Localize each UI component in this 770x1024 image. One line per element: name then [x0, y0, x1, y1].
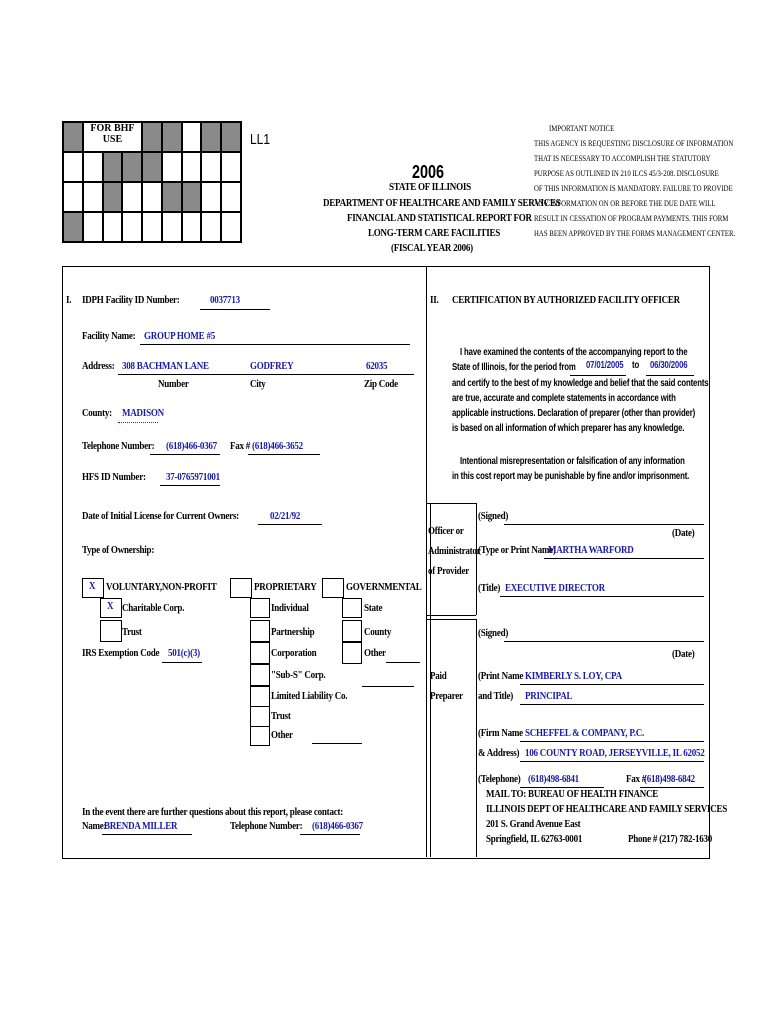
mail-to-line: ILLINOIS DEPT OF HEALTHCARE AND FAMILY SERVICES — [486, 803, 728, 815]
field-underline — [118, 374, 414, 375]
grid-cell — [103, 182, 123, 212]
cert-text: and certify to the best of my knowledge and belief that the said contents — [452, 378, 709, 389]
preparer-title-value[interactable]: PRINCIPAL — [525, 690, 573, 702]
field-underline — [160, 485, 220, 486]
period-to-value[interactable]: 06/30/2006 — [650, 360, 688, 371]
firm-address-label: & Address) — [478, 747, 520, 759]
county-option-checkbox[interactable] — [342, 620, 362, 642]
bhf-use-grid — [62, 121, 242, 243]
header-state: STATE OF ILLINOIS — [389, 181, 471, 193]
zip-caption: Zip Code — [364, 378, 398, 390]
divider — [476, 503, 477, 615]
officer-name-value[interactable]: MARTHA WARFORD — [548, 544, 634, 556]
header-report-title: FINANCIAL AND STATISTICAL REPORT FOR — [347, 212, 532, 224]
grid-cell — [201, 152, 221, 182]
notice-line: ANY INFORMATION ON OR BEFORE THE DUE DATE WILL — [534, 199, 716, 208]
field-underline — [362, 686, 414, 687]
grid-cell — [182, 182, 202, 212]
grid-cell — [201, 182, 221, 212]
grid-cell — [142, 182, 162, 212]
field-underline — [258, 524, 322, 525]
subs-corp-checkbox[interactable] — [250, 664, 270, 686]
license-date-value[interactable]: 02/21/92 — [270, 510, 301, 522]
field-underline — [162, 662, 202, 663]
field-underline — [102, 834, 192, 835]
form-code: LL1 — [250, 131, 271, 148]
cert-text: State of Illinois, for the period from — [452, 362, 576, 373]
city-value[interactable]: GODFREY — [250, 360, 294, 372]
preparer-name-value[interactable]: KIMBERLY S. LOY, CPA — [525, 670, 622, 682]
proprietary-trust-checkbox[interactable] — [250, 706, 270, 728]
partnership-checkbox[interactable] — [250, 620, 270, 642]
report-year: 2006 — [412, 162, 445, 182]
field-underline — [200, 309, 270, 310]
for-bhf-use-label: FOR BHF USE — [83, 122, 142, 152]
grid-cell — [142, 152, 162, 182]
telephone-value[interactable]: (618)466-0367 — [166, 440, 217, 452]
signed-label: (Signed) — [478, 510, 509, 522]
grid-cell — [221, 122, 241, 152]
field-underline — [520, 684, 704, 685]
trust-checkbox[interactable] — [100, 620, 122, 642]
officer-label: Officer or — [428, 525, 464, 537]
cert-text: are true, accurate and complete statements in accordance with — [452, 393, 676, 404]
irs-code-value[interactable]: 501(c)(3) — [168, 647, 200, 659]
mail-to-line: MAIL TO: BUREAU OF HEALTH FINANCE — [486, 788, 659, 800]
mail-phone: Phone # (217) 782-1630 — [628, 833, 713, 845]
number-caption: Number — [158, 378, 189, 390]
grid-cell — [162, 212, 182, 242]
notice-line: RESULT IN CESSATION OF PROGRAM PAYMENTS. THIS FORM — [534, 214, 729, 223]
notice-line: THAT IS NECESSARY TO ACCOMPLISH THE STATUTORY — [534, 154, 711, 163]
grid-cell — [201, 212, 221, 242]
grid-cell — [182, 212, 202, 242]
field-underline — [520, 761, 704, 762]
grid-cell — [162, 122, 182, 152]
irs-label: IRS Exemption Code — [82, 647, 160, 659]
grid-cell — [63, 152, 83, 182]
grid-cell — [103, 152, 123, 182]
governmental-checkbox[interactable] — [322, 578, 344, 598]
header-department: DEPARTMENT OF HEALTHCARE AND FAMILY SERVICES — [323, 197, 561, 209]
county-label: County: — [82, 407, 112, 419]
governmental-label: GOVERNMENTAL — [346, 581, 422, 593]
preparer-fax-label: Fax # — [626, 773, 647, 785]
state-checkbox[interactable] — [342, 598, 362, 618]
proprietary-trust-label: Trust — [271, 710, 291, 722]
header-ltc: LONG-TERM CARE FACILITIES — [368, 227, 501, 239]
fax-value[interactable]: (618)466-3652 — [252, 440, 303, 452]
individual-label: Individual — [271, 602, 309, 614]
grid-cell — [122, 212, 142, 242]
fax-label: Fax # — [230, 440, 251, 452]
grid-cell — [63, 182, 83, 212]
hfs-id-value[interactable]: 37-0765971001 — [166, 471, 220, 483]
grid-cell — [83, 152, 103, 182]
field-underline — [140, 344, 410, 345]
signature-line[interactable] — [504, 524, 704, 525]
period-from-value[interactable]: 07/01/2005 — [586, 360, 624, 371]
grid-cell — [221, 152, 241, 182]
grid-cell — [142, 212, 162, 242]
title-label: (Title) — [478, 582, 501, 594]
llc-label: Limited Liability Co. — [271, 690, 348, 702]
section-two-numeral: II. — [430, 294, 439, 306]
notice-line: THIS AGENCY IS REQUESTING DISCLOSURE OF INFORMATION — [534, 139, 734, 148]
individual-checkbox[interactable] — [250, 598, 270, 618]
preparer-name-label: (Print Name — [478, 670, 524, 682]
proprietary-other-checkbox[interactable] — [250, 726, 270, 746]
date-label: (Date) — [672, 648, 695, 660]
divider — [426, 615, 476, 616]
street-value[interactable]: 308 BACHMAN LANE — [122, 360, 209, 372]
firm-name-value[interactable]: SCHEFFEL & COMPANY, P.C. — [525, 727, 645, 739]
facility-id-value[interactable]: 0037713 — [210, 294, 240, 306]
header-fiscal-year: (FISCAL YEAR 2006) — [391, 242, 473, 254]
preparer-title-label: and Title) — [478, 690, 514, 702]
field-underline — [300, 834, 360, 835]
mail-to-line: Springfield, IL 62763-0001 — [486, 833, 583, 845]
signed-label: (Signed) — [478, 627, 509, 639]
field-underline — [386, 662, 420, 663]
preparer-fax-value[interactable]: (618)498-6842 — [644, 773, 695, 785]
state-label: State — [364, 602, 383, 614]
governmental-other-checkbox[interactable] — [342, 642, 362, 664]
license-label: Date of Initial License for Current Owners: — [82, 510, 239, 522]
notice-line: HAS BEEN APPROVED BY THE FORMS MANAGEMENT CENTER. — [534, 229, 736, 238]
city-caption: City — [250, 378, 266, 390]
divider — [476, 619, 477, 857]
grid-cell — [103, 212, 123, 242]
voluntary-mark: X — [89, 580, 96, 592]
proprietary-other-label: Other — [271, 729, 293, 741]
grid-cell — [63, 122, 83, 152]
divider — [426, 619, 476, 620]
grid-cell — [221, 212, 241, 242]
firm-name-label: (Firm Name — [478, 727, 523, 739]
county-value[interactable]: MADISON — [122, 407, 164, 419]
contact-telephone-value[interactable]: (618)466-0367 — [312, 820, 363, 832]
field-underline — [500, 596, 704, 597]
field-underline — [312, 743, 362, 744]
telephone-label: Telephone Number: — [82, 440, 155, 452]
proprietary-checkbox[interactable] — [230, 578, 252, 598]
certification-title: CERTIFICATION BY AUTHORIZED FACILITY OFFICER — [452, 294, 680, 306]
grid-cell — [142, 122, 162, 152]
grid-cell — [122, 152, 142, 182]
signature-line[interactable] — [504, 641, 704, 642]
trust-label: Trust — [122, 626, 142, 638]
notice-title: IMPORTANT NOTICE — [549, 124, 615, 133]
preparer-telephone-value[interactable]: (618)498-6841 — [528, 773, 579, 785]
divider — [426, 504, 427, 857]
corporation-label: Corporation — [271, 647, 317, 659]
grid-cell — [162, 152, 182, 182]
corporation-checkbox[interactable] — [250, 642, 270, 664]
cert-text: is based on all information of which preparer has any knowledge. — [452, 423, 685, 434]
charitable-mark: X — [107, 600, 114, 612]
facility-name-value[interactable]: GROUP HOME #5 — [144, 330, 215, 342]
facility-id-label: IDPH Facility ID Number: — [82, 294, 180, 306]
field-underline — [118, 422, 158, 423]
ownership-label: Type of Ownership: — [82, 544, 155, 556]
grid-cell — [201, 122, 221, 152]
contact-telephone-label: Telephone Number: — [230, 820, 303, 832]
divider — [426, 503, 476, 504]
print-name-label: (Type or Print Name) — [478, 544, 556, 556]
preparer-telephone-label: (Telephone) — [478, 773, 521, 785]
officer-label: Administrator — [428, 545, 481, 557]
field-underline — [544, 558, 704, 559]
llc-checkbox[interactable] — [250, 686, 270, 708]
cert-text: applicable instructions. Declaration of preparer (other than provider) — [452, 408, 696, 419]
paid-preparer-label: Preparer — [430, 690, 463, 702]
notice-line: OF THIS INFORMATION IS MANDATORY. FAILURE TO PROVIDE — [534, 184, 733, 193]
firm-address-value[interactable]: 106 COUNTY ROAD, JERSEYVILLE, IL 62052 — [525, 747, 705, 759]
questions-line: In the event there are further questions about this report, please contact: — [82, 806, 343, 818]
date-label: (Date) — [672, 527, 695, 539]
partnership-label: Partnership — [271, 626, 315, 638]
address-label: Address: — [82, 360, 115, 372]
notice-line: PURPOSE AS OUTLINED IN 210 ILCS 45/3-208. DISCLOSURE — [534, 169, 719, 178]
field-underline — [248, 454, 320, 455]
officer-title-value[interactable]: EXECUTIVE DIRECTOR — [505, 582, 605, 594]
divider — [426, 266, 427, 503]
field-underline — [646, 375, 694, 376]
grid-cell — [83, 212, 103, 242]
contact-name-label: Name: — [82, 820, 107, 832]
governmental-other-label: Other — [364, 647, 386, 659]
warning-text: Intentional misrepresentation or falsification of any information — [460, 456, 685, 467]
proprietary-label: PROPRIETARY — [254, 581, 317, 593]
grid-cell — [162, 182, 182, 212]
contact-name-value[interactable]: BRENDA MILLER — [104, 820, 178, 832]
period-to-label: to — [632, 360, 640, 371]
field-underline — [520, 704, 704, 705]
zip-value[interactable]: 62035 — [366, 360, 388, 372]
paid-preparer-label: Paid — [430, 670, 447, 682]
cert-text: I have examined the contents of the accompanying report to the — [460, 347, 688, 358]
subs-corp-label: "Sub-S" Corp. — [271, 669, 326, 681]
section-one-numeral: I. — [66, 294, 72, 306]
field-underline — [150, 454, 220, 455]
field-underline — [520, 741, 704, 742]
grid-cell — [182, 152, 202, 182]
grid-cell — [63, 212, 83, 242]
grid-cell — [182, 122, 202, 152]
mail-to-line: 201 S. Grand Avenue East — [486, 818, 581, 830]
hfs-id-label: HFS ID Number: — [82, 471, 146, 483]
facility-name-label: Facility Name: — [82, 330, 136, 342]
field-underline — [570, 375, 626, 376]
county-option-label: County — [364, 626, 392, 638]
grid-cell — [122, 182, 142, 212]
officer-label: of Provider — [428, 565, 469, 577]
grid-cell — [221, 182, 241, 212]
grid-cell — [83, 182, 103, 212]
voluntary-label: VOLUNTARY,NON-PROFIT — [106, 581, 217, 593]
warning-text: in this cost report may be punishable by fine and/or imprisonment. — [452, 471, 690, 482]
charitable-label: Charitable Corp. — [122, 602, 185, 614]
